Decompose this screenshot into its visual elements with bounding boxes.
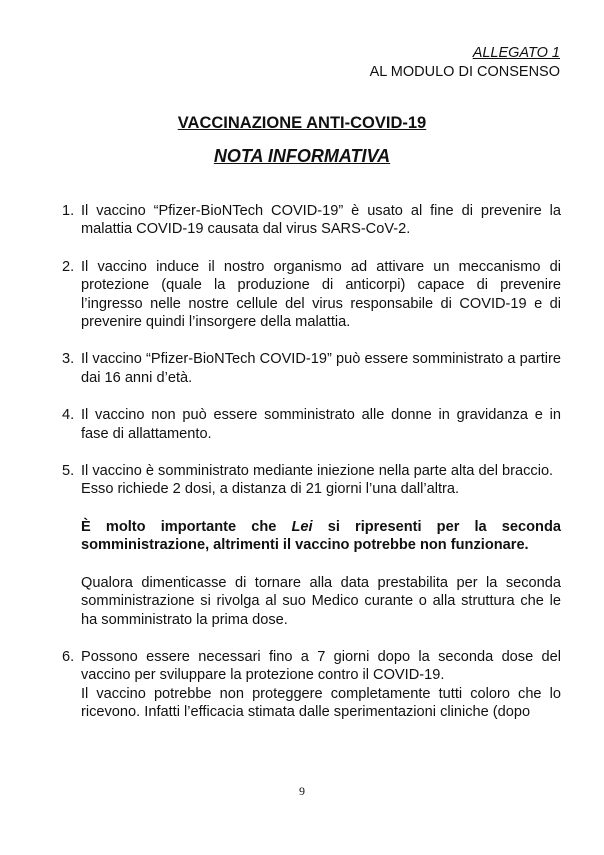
- information-list: [62, 202, 561, 722]
- list-item: [62, 258, 561, 332]
- missed-dose-note: Qualora dimenticasse di tornare alla data prestabilita per la seconda somministrazione si rivolga al suo Medico curante o alla struttura che le ha somministrato la prima dose.: [81, 574, 561, 628]
- important-notice-end: si ripresenti per la seconda somministrazione, altrimenti il vaccino potrebbe non funzionare.: [81, 518, 561, 554]
- item-text: Il vaccino non può essere somministrato alle donne in gravidanza e in fase di allattamento.: [81, 407, 561, 442]
- list-item: [62, 648, 561, 722]
- page-number: 9: [299, 784, 305, 798]
- item-number: 3.: [62, 351, 75, 368]
- consent-form-label: AL MODULO DI CONSENSO: [369, 64, 560, 80]
- item-number: 6.: [62, 648, 75, 665]
- attachment-label: ALLEGATO 1: [472, 45, 560, 61]
- important-notice-emphasis: Lei: [291, 518, 313, 535]
- item-text: Il vaccino “Pfizer-BioNTech COVID-19” può essere somministrato a partire dai 16 anni d’età.: [81, 351, 561, 386]
- item-text: Il vaccino è somministrato mediante iniezione nella parte alta del braccio.: [81, 463, 554, 480]
- item-text: Il vaccino “Pfizer-BioNTech COVID-19” è usato al fine di prevenire la malattia COVID-19 causata dal virus SARS-CoV-2.: [81, 203, 561, 238]
- item-text: Possono essere necessari fino a 7 giorni dopo la seconda dose del vaccino per sviluppare la protezione contro il COVID-19.: [81, 648, 561, 684]
- list-item: [62, 202, 561, 239]
- title-block: [0, 112, 604, 168]
- item-number: 5.: [62, 463, 75, 480]
- item-text: Il vaccino induce il nostro organismo ad attivare un meccanismo di protezione (quale la produzione di anticorpi) capace di prevenire l’ingresso nelle nostre cellule del virus responsabile di COVID-19 e di prevenire quindi l’insorgere della malattia.: [81, 258, 561, 331]
- item-text: Il vaccino potrebbe non proteggere completamente tutti coloro che lo ricevono. Infatti l’efficacia stimata dalle sperimentazioni cliniche (dopo: [81, 685, 561, 721]
- list-item: [62, 462, 561, 629]
- list-item: [62, 406, 561, 443]
- document-subtitle: NOTA INFORMATIVA: [213, 146, 391, 166]
- document-title: VACCINAZIONE ANTI-COVID-19: [177, 114, 427, 132]
- item-number: 4.: [62, 407, 75, 424]
- list-item: [62, 350, 561, 387]
- important-notice: [81, 518, 561, 555]
- important-notice-start: È molto importante che: [81, 518, 292, 535]
- attachment-header: [370, 44, 560, 82]
- item-number: 2.: [62, 258, 75, 275]
- item-text: Esso richiede 2 dosi, a distanza di 21 giorni l’una dall’altra.: [81, 481, 460, 498]
- item-number: 1.: [62, 203, 75, 219]
